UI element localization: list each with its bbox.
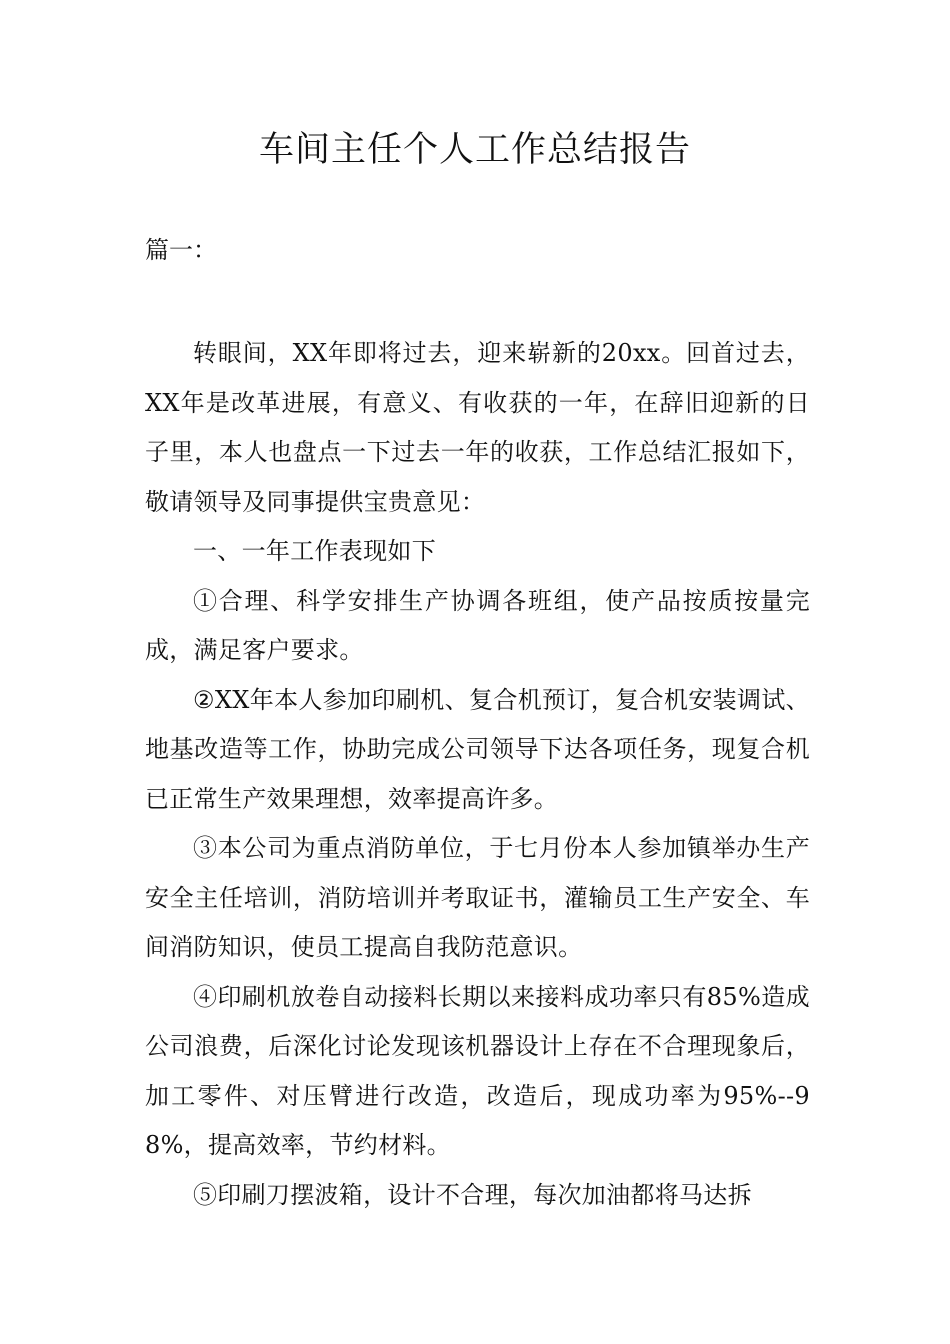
paragraph-intro: 转眼间，XX年即将过去，迎来崭新的20xx。回首过去，XX年是改革进展，有意义、有收获的一年，在辞旧迎新的日子里，本人也盘点一下过去一年的收获，工作总结汇报如下，敬请领导及同事提供宝贵意见： <box>145 339 810 516</box>
section-label: 篇一： <box>145 236 217 264</box>
paragraph-item-3: ③本公司为重点消防单位，于七月份本人参加镇举办生产安全主任培训，消防培训并考取证书，灌输员工生产安全、车间消防知识，使员工提高自我防范意识。 <box>145 834 810 961</box>
document-body <box>145 329 810 1220</box>
paragraph-item-2: ②XX年本人参加印刷机、复合机预订，复合机安装调试、地基改造等工作，协助完成公司领导下达各项任务，现复合机已正常生产效果理想，效率提高许多。 <box>145 685 810 813</box>
document-title: 车间主任个人工作总结报告 <box>258 130 691 170</box>
paragraph-item-1: ①合理、科学安排生产协调各班组，使产品按质按量完成，满足客户要求。 <box>145 586 810 664</box>
paragraph-item-5: ⑤印刷刀摆波箱，设计不合理，每次加油都将马达拆 <box>193 1180 752 1209</box>
paragraph-item-4: ④印刷机放卷自动接料长期以来接料成功率只有85%造成公司浪费，后深化讨论发现该机器设计上存在不合理现象后，加工零件、对压臂进行改造，改造后，现成功率为95%--98%，提高效率，节约材料。 <box>145 982 810 1159</box>
paragraph-heading: 一、一年工作表现如下 <box>193 537 436 565</box>
